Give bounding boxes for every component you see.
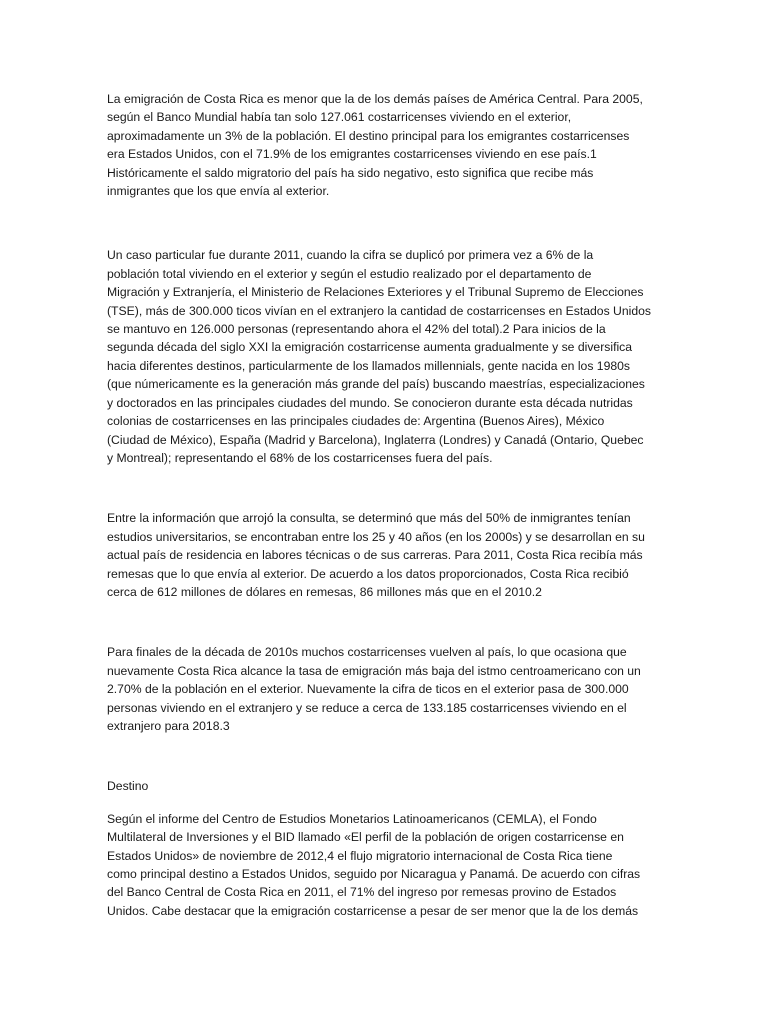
paragraph-spacer [107, 467, 662, 509]
heading-spacer [107, 796, 662, 810]
paragraph-emigration-overview: La emigración de Costa Rica es menor que la de los demás países de América Central. Para 2005, según el Banco Mundial había tan solo 127.061 costarricenses viviendo en el exterior, aproximadamente un 3% de la población. El destino principal para los emigrantes costarricenses era Estados Unidos, con el 71.9% de los emigrantes costarricenses viviendo en ese país.1 Históricamente el saldo migratorio del país ha sido negativo, esto significa que recibe más inmigrantes que los que envía al exterior. [107, 92, 643, 199]
document-body [107, 90, 662, 920]
paragraph-consultation-results: Entre la información que arrojó la consulta, se determinó que más del 50% de inmigrantes tenían estudios universitarios, se encontraban entre los 25 y 40 años (en los 2000s) y se desarrollan en su actual país de residencia en labores técnicas o de sus carreras. Para 2011, Costa Rica recibía más remesas que lo que envía al exterior. De acuerdo a los datos proporcionados, Costa Rica recibió cerca de 612 millones de dólares en remesas, 86 millones más que en el 2010.2 [107, 511, 645, 599]
paragraph-2011-case: Un caso particular fue durante 2011, cuando la cifra se duplicó por primera vez a 6% de la población total viviendo en el exterior y según el estudio realizado por el departamento de Migración y Extranjería, el Ministerio de Relaciones Exteriores y el Tribunal Supremo de Elecciones (TSE), más de 300.000 ticos vivían en el extranjero la cantidad de costarricenses en Estados Unidos se mantuvo en 126.000 personas (representando ahora el 42% del total).2 Para inicios de la segunda década del siglo XXI la emigración costarricense aumenta gradualmente y se diversifica hacia diferentes destinos, particularmente de los llamados millennials, gente nacida en los 1980s (que númericamente es la generación más grande del país) buscando maestrías, especializaciones y doctorados en las principales ciudades del mundo. Se conocieron durante esta década nutridas colonias de costarricenses en las principales ciudades de: Argentina (Buenos Aires), México (Ciudad de México), España (Madrid y Barcelona), Inglaterra (Londres) y Canadá (Ontario, Quebec y Montreal); representando el 68% de los costarricenses fuera del país. [107, 248, 651, 465]
paragraph-spacer [107, 735, 662, 777]
paragraph-2010s-return: Para finales de la década de 2010s muchos costarricenses vuelven al país, lo que ocasiona que nuevamente Costa Rica alcance la tasa de emigración más baja del istmo centroamericano con un 2.70% de la población en el exterior. Nuevamente la cifra de ticos en el exterior pasa de 300.000 personas viviendo en el extranjero y se reduce a cerca de 133.185 costarricenses viviendo en el extranjero para 2018.3 [107, 645, 641, 733]
paragraph-spacer [107, 200, 662, 246]
section-heading-destino: Destino [107, 779, 149, 794]
paragraph-spacer [107, 601, 662, 643]
paragraph-destino: Según el informe del Centro de Estudios Monetarios Latinoamericanos (CEMLA), el Fondo Multilateral de Inversiones y el BID llamado «El perfil de la población de origen costarricense en Estados Unidos» de noviembre de 2012,4 el flujo migratorio internacional de Costa Rica tiene como principal destino a Estados Unidos, seguido por Nicaragua y Panamá. De acuerdo con cifras del Banco Central de Costa Rica en 2011, el 71% del ingreso por remesas provino de Estados Unidos. Cabe destacar que la emigración costarricense a pesar de ser menor que la de los demás [107, 811, 641, 918]
